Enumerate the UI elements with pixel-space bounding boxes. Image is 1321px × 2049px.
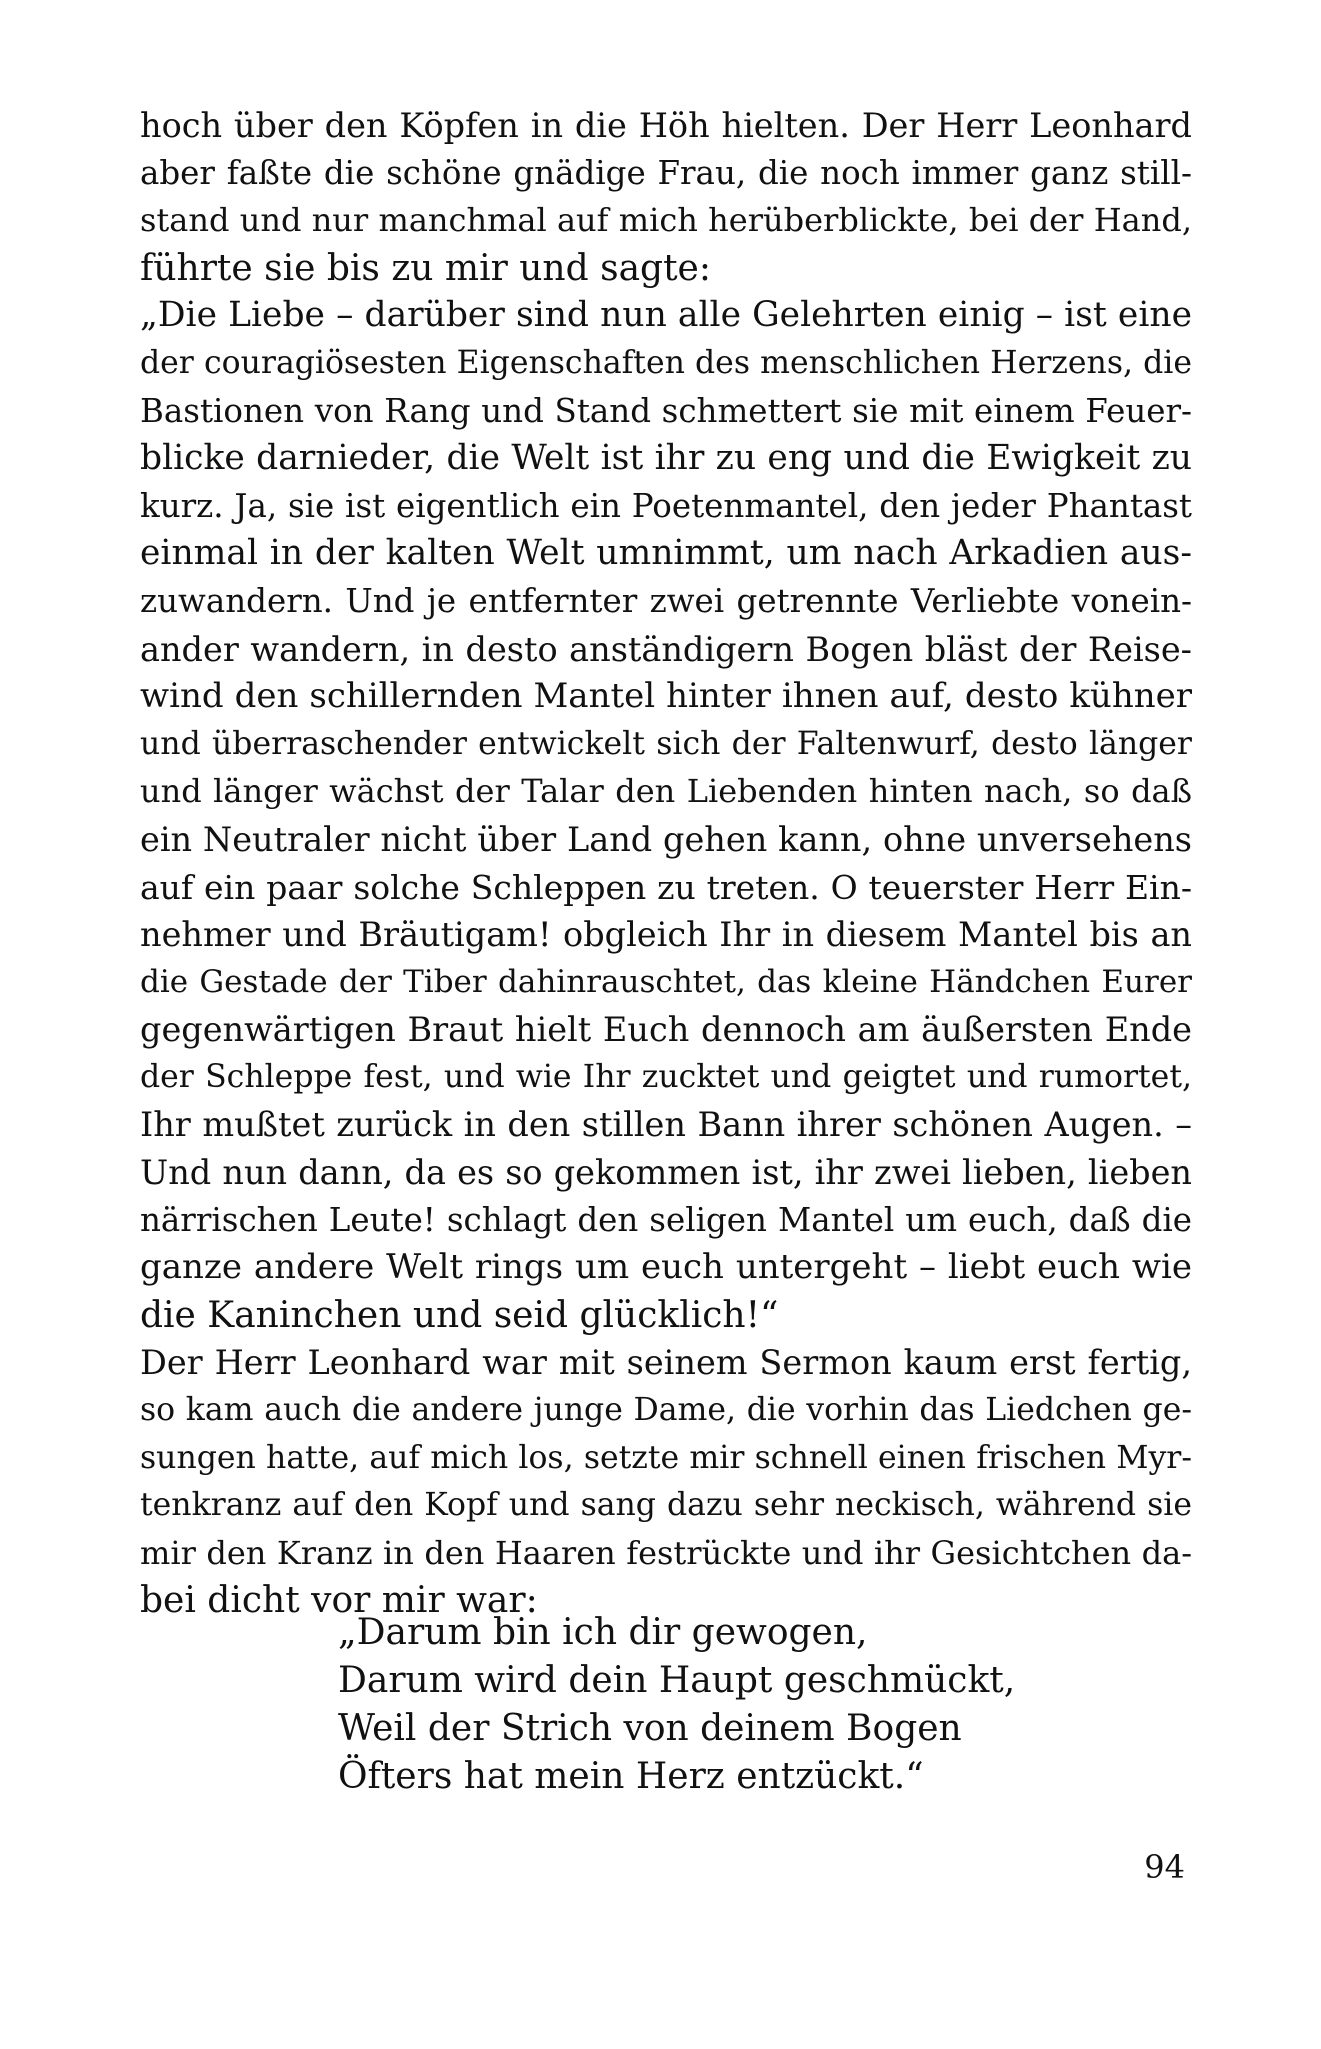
text-line: ein Neutraler nicht über Land gehen kann, ohne unversehens (140, 819, 1192, 859)
text-line: auf ein paar solche Schleppen zu treten. O teuerster Herr Ein- (140, 867, 1192, 907)
text-line: gegenwärtigen Braut hielt Euch dennoch am äußersten Ende (140, 1010, 1192, 1050)
text-line: ganze andere Welt rings um euch untergeht – liebt euch wie (140, 1247, 1192, 1288)
text-line: stand und nur manchmal auf mich herüberblickte, bei der Hand, (140, 201, 1192, 240)
text-line: tenkranz auf den Kopf und sang dazu sehr neckisch, während sie (140, 1487, 1192, 1524)
text-line: der Schleppe fest, und wie Ihr zucktet und geigtet und rumortet, (140, 1058, 1192, 1095)
text-line: Ihr mußtet zurück in den stillen Bann ihrer schönen Augen. – (140, 1105, 1192, 1145)
verse-line: Weil der Strich von deinem Bogen (338, 1708, 962, 1749)
text-line: bei dicht vor mir war: (140, 1580, 538, 1622)
text-line: die Gestade der Tiber dahinrauschtet, das kleine Händchen Eurer (140, 963, 1192, 1000)
verse-line: Öfters hat mein Herz entzückt.“ (338, 1756, 924, 1797)
text-line: und überraschender entwickelt sich der Faltenwurf, desto länger (140, 725, 1192, 762)
text-line: nehmer und Bräutigam! obgleich Ihr in diesem Mantel bis an (140, 915, 1192, 955)
text-line: führte sie bis zu mir und sagte: (140, 247, 711, 289)
text-line: so kam auch die andere junge Dame, die vorhin das Liedchen ge- (140, 1392, 1192, 1429)
verse-line: „Darum bin ich dir gewogen, (338, 1612, 868, 1653)
text-line: die Kaninchen und seid glücklich!“ (140, 1294, 779, 1336)
verse-stanza (338, 1609, 1015, 1801)
text-line: kurz. Ja, sie ist eigentlich ein Poetenmantel, den jeder Phantast (140, 486, 1192, 525)
text-line: einmal in der kalten Welt umnimmt, um nach Arkadien aus- (140, 533, 1192, 574)
verse-line: Darum wird dein Haupt geschmückt, (338, 1660, 1016, 1701)
text-line: der couragiösesten Eigenschaften des menschlichen Herzens, die (140, 344, 1192, 381)
text-line: wind den schillernden Mantel hinter ihnen auf, desto kühner (140, 676, 1192, 717)
text-line: sungen hatte, auf mich los, setzte mir schnell einen frischen Myr- (140, 1439, 1192, 1476)
text-line: ander wandern, in desto anständigern Bogen bläst der Reise- (140, 629, 1192, 669)
text-line: närrischen Leute! schlagt den seligen Mantel um euch, daß die (140, 1200, 1192, 1239)
text-line: hoch über den Köpfen in die Höh hielten. Der Herr Leonhard (140, 106, 1192, 145)
text-line: Der Herr Leonhard war mit seinem Sermon kaum erst fertig, (140, 1343, 1192, 1383)
text-line: Bastionen von Rang und Stand schmettert sie mit einem Feuer- (140, 391, 1192, 430)
page-number: 94 (1144, 1848, 1185, 1886)
text-line: aber faßte die schöne gnädige Frau, die noch immer ganz still- (140, 153, 1192, 192)
body-text (140, 102, 1192, 1625)
text-line: Und nun dann, da es so gekommen ist, ihr zwei lieben, lieben (140, 1153, 1192, 1193)
text-line: zuwandern. Und je entfernter zwei getrennte Verliebte vonein- (140, 581, 1192, 620)
text-line: blicke darnieder, die Welt ist ihr zu eng und die Ewigkeit zu (140, 438, 1192, 479)
text-line: „Die Liebe – darüber sind nun alle Gelehrten einig – ist eine (140, 295, 1192, 336)
text-line: und länger wächst der Talar den Liebenden hinten nach, so daß (140, 772, 1192, 811)
text-line: mir den Kranz in den Haaren festrückte und ihr Gesichtchen da- (140, 1533, 1192, 1572)
